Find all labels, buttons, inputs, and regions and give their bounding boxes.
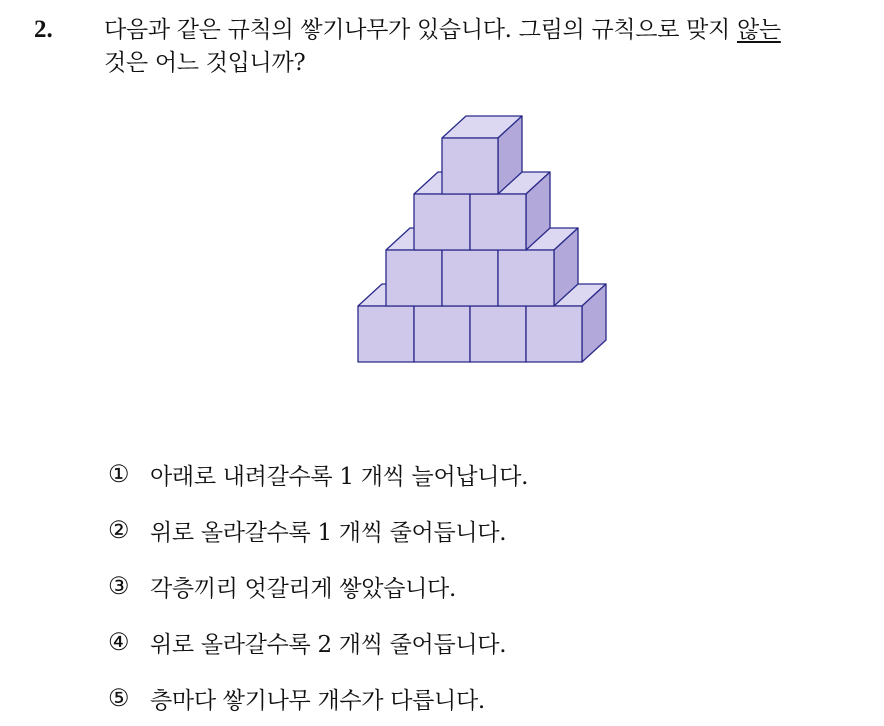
option-text: 층마다 쌓기나무 개수가 다릅니다. xyxy=(150,687,485,714)
cube-front-face xyxy=(442,250,498,306)
option-text: 아래로 내려갈수록 1 개씩 늘어납니다. xyxy=(150,463,529,490)
question-text-underlined: 않는 xyxy=(736,17,781,43)
cube-front-face xyxy=(470,194,526,250)
option-marker: ① xyxy=(108,460,130,488)
option-text: 위로 올라갈수록 2 개씩 줄어듭니다. xyxy=(150,631,507,658)
option-text: 각층끼리 엇갈리게 쌓았습니다. xyxy=(150,575,456,602)
question-text xyxy=(104,14,874,80)
option-marker: ② xyxy=(108,516,130,544)
answer-option-1[interactable] xyxy=(108,446,848,502)
stacked-cubes-figure xyxy=(352,112,612,370)
answer-options xyxy=(108,446,848,726)
stacked-cubes-pyramid-icon xyxy=(352,112,612,370)
cube-front-face xyxy=(470,306,526,362)
cube-front-face xyxy=(526,306,582,362)
answer-option-4[interactable] xyxy=(108,614,848,670)
answer-option-3[interactable] xyxy=(108,558,848,614)
answer-option-5[interactable] xyxy=(108,670,848,726)
option-marker: ⑤ xyxy=(108,684,130,712)
option-text: 위로 올라갈수록 1 개씩 줄어듭니다. xyxy=(150,519,507,546)
question-text-before: 다음과 같은 규칙의 쌓기나무가 있습니다. 그림의 규칙으로 맞지 xyxy=(104,17,737,43)
cube-front-face xyxy=(414,194,470,250)
option-marker: ③ xyxy=(108,572,130,600)
cube-front-face xyxy=(442,138,498,194)
question-text-after: 것은 어느 것입니까? xyxy=(104,50,306,76)
cube-front-face xyxy=(498,250,554,306)
cube-front-face xyxy=(358,306,414,362)
cube-front-face xyxy=(386,250,442,306)
option-marker: ④ xyxy=(108,628,130,656)
question-number: 2. xyxy=(34,16,53,43)
cube-front-face xyxy=(414,306,470,362)
answer-option-2[interactable] xyxy=(108,502,848,558)
